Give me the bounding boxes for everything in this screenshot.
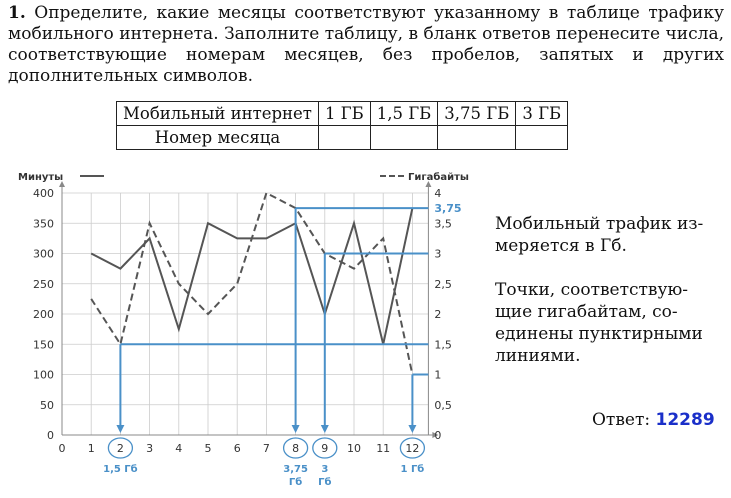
x-tick-label: 1: [87, 442, 95, 455]
table-row-month: [117, 126, 568, 150]
y-right-tick-label: 2: [434, 308, 442, 321]
table-cell-month-4[interactable]: [516, 126, 568, 150]
y-right-tick-label: 3,5: [434, 217, 452, 231]
traffic-chart: [0, 164, 490, 494]
answer-line: [592, 410, 715, 430]
y-right-tick-label: 0: [434, 429, 442, 442]
x-tick-label: 7: [262, 442, 270, 455]
y-left-tick-label: 200: [33, 308, 54, 321]
highlight-value-label: 3,75: [434, 202, 462, 216]
table-row-label-month: Номер месяца: [117, 126, 319, 150]
table-cell-month-1[interactable]: [318, 126, 370, 150]
table-cell-month-3[interactable]: [438, 126, 516, 150]
table-row-label-traffic: Мобильный интернет: [117, 102, 319, 126]
task-number: 1.: [8, 3, 26, 23]
guide-arrow: [116, 425, 124, 433]
note-paragraph-2: Точки, соответствую-щие гигабайтам, со-единены пунктирными линиями.: [495, 280, 703, 366]
table-cell-value-1: 1 ГБ: [318, 102, 370, 126]
x-tick-label: 10: [347, 442, 361, 455]
y-left-tick-label: 300: [33, 247, 54, 261]
note-paragraph-1: Мобильный трафик из-меряется в Гб.: [495, 214, 704, 256]
guide-arrow: [321, 425, 329, 433]
y-right-tick-label: 1: [434, 368, 442, 382]
table-row-traffic: [117, 102, 568, 126]
table-cell-value-4: 3 ГБ: [516, 102, 568, 126]
x-tick-label: 9: [321, 442, 329, 455]
answer-label: Ответ:: [592, 410, 651, 430]
guide-unit-label: Гб: [318, 477, 332, 488]
series-line-minutes: [91, 208, 412, 344]
table-cell-value-2: 1,5 ГБ: [370, 102, 438, 126]
y-left-tick-label: 350: [33, 217, 54, 231]
y-left-tick-label: 150: [33, 338, 54, 352]
guide-value-label: 1,5 Гб: [103, 464, 138, 475]
x-tick-label: 5: [204, 442, 212, 455]
x-tick-label: 2: [116, 442, 124, 455]
guide-value-label: 1 Гб: [400, 464, 425, 475]
guide-arrow: [292, 425, 300, 433]
guide-arrow: [408, 425, 416, 433]
table-cell-value-3: 3,75 ГБ: [438, 102, 516, 126]
task-text: Определите, какие месяцы соответствуют указанному в таблице трафику мобильного интернета. Заполните таблицу, в бланк ответов перенесите числа, соответствующие номерам месяцев, без пробелов, запятых и других дополнительных символов.: [8, 3, 725, 86]
y-right-tick-label: 3: [434, 247, 442, 261]
x-tick-label: 12: [405, 442, 420, 455]
x-tick-label: 0: [58, 442, 66, 455]
answer-table: [116, 101, 568, 150]
y-left-tick-label: 0: [47, 429, 54, 442]
y-right-tick-label: 2,5: [434, 277, 452, 291]
explanation-note: [495, 213, 725, 389]
x-tick-label: 11: [376, 442, 391, 455]
x-tick-label: 6: [233, 442, 241, 455]
task-statement: [8, 3, 724, 87]
y-left-tick-label: 400: [33, 187, 54, 200]
y-right-tick-label: 1,5: [434, 338, 452, 352]
legend-label-minutes: Минуты: [18, 172, 64, 183]
answer-value: 12289: [655, 410, 715, 430]
guide-value-label: 3,75: [283, 464, 308, 475]
legend-label-gigabytes: Гигабайты: [408, 172, 469, 183]
x-tick-label: 4: [175, 442, 183, 455]
y-left-tick-label: 50: [40, 398, 54, 412]
guide-value-label: 3: [321, 464, 329, 475]
y-left-tick-label: 250: [33, 277, 54, 291]
y-right-tick-label: 4: [434, 187, 442, 200]
table-cell-month-2[interactable]: [370, 126, 438, 150]
guide-unit-label: Гб: [288, 477, 303, 488]
x-tick-label: 8: [292, 442, 300, 455]
y-left-tick-label: 100: [33, 368, 54, 382]
y-right-tick-label: 0,5: [434, 398, 452, 412]
x-tick-label: 3: [146, 442, 154, 455]
